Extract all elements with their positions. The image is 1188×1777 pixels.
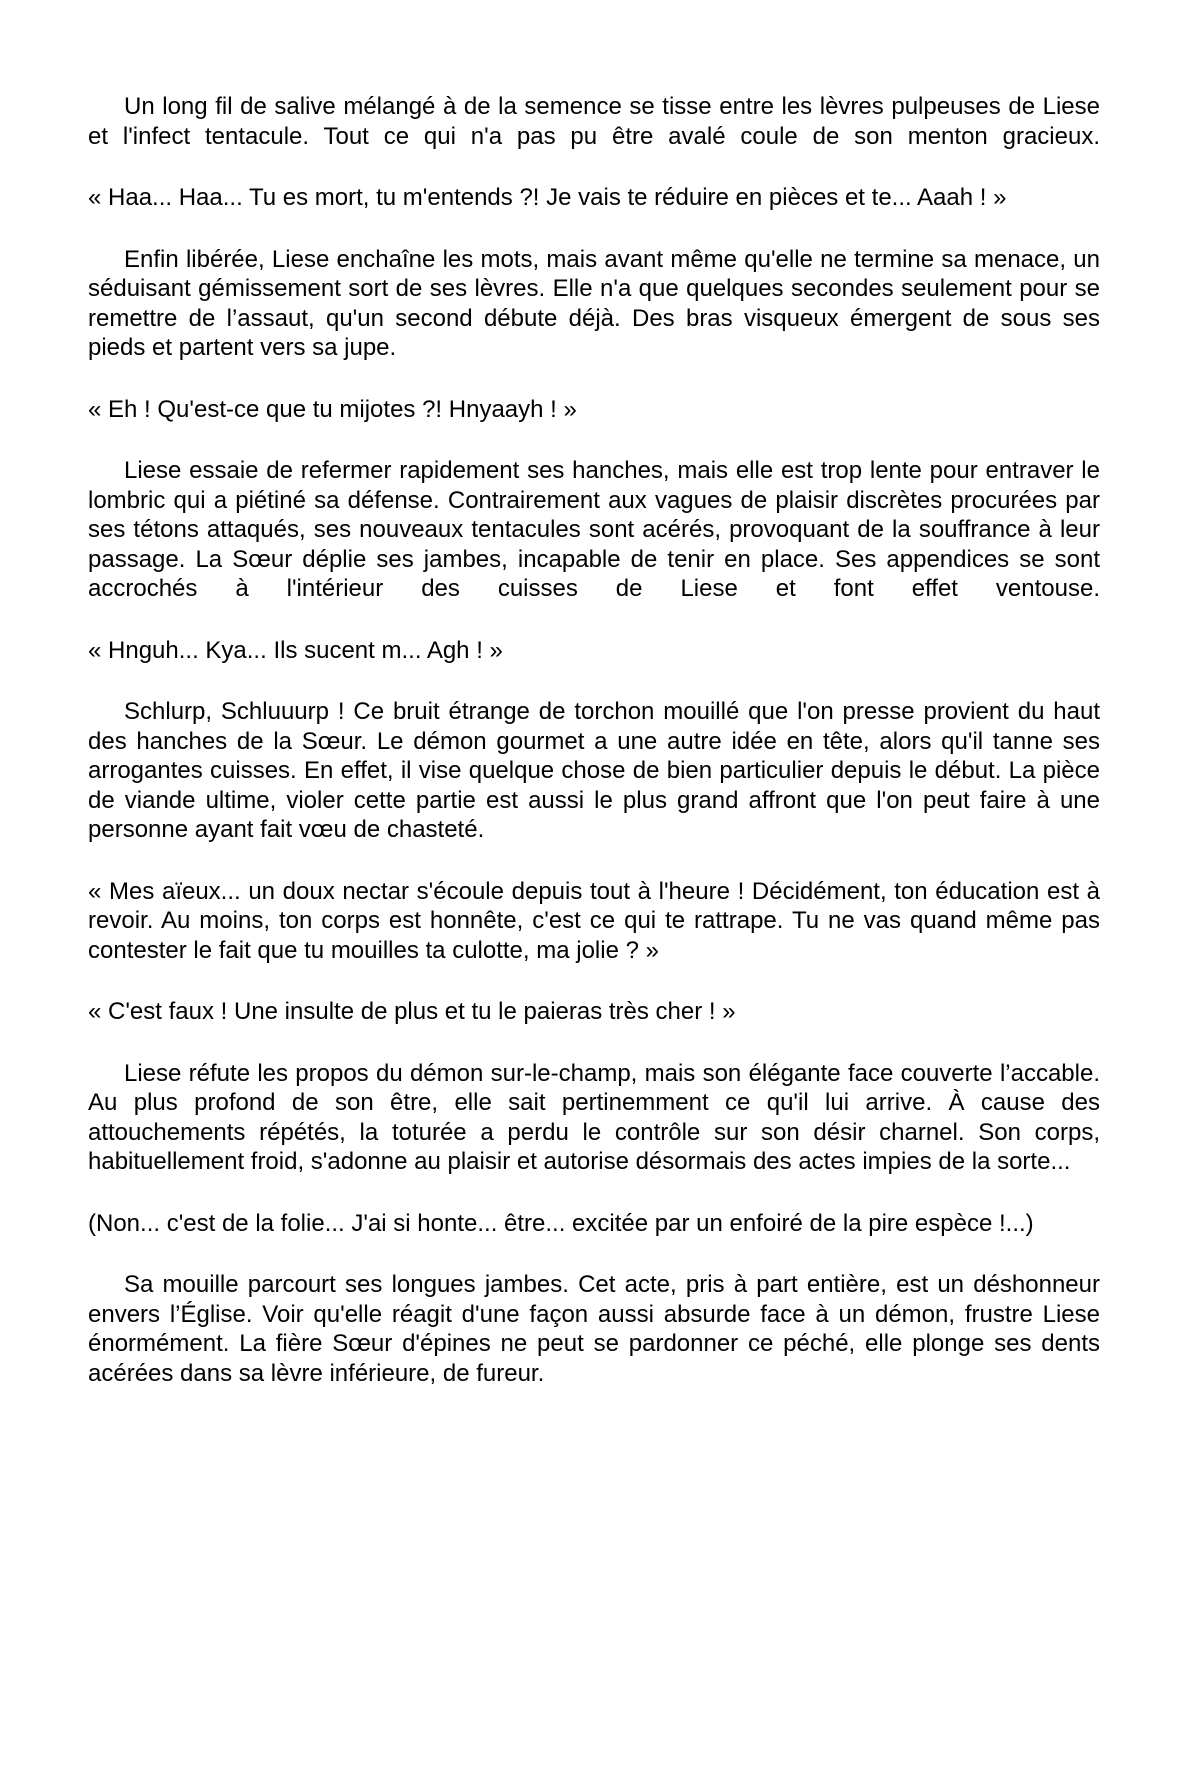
narration-paragraph-4: Schlurp, Schluuurp ! Ce bruit étrange de torchon mouillé que l'on presse provient du haut des hanches de la Sœur. Le démon gourmet a une autre idée en tête, alors qu'il tanne ses arrogantes cuisses. En effet, il vise quelque chose de bien particulier depuis le début. La pièce de viande ultime, violer cette partie est aussi le plus grand affront que l'on peut faire à une personne ayant fait vœu de chasteté. [88,698,1100,843]
dialogue-line-2: « Eh ! Qu'est-ce que tu mijotes ?! Hnyaayh ! » [88,395,577,423]
narration-paragraph-5: Liese réfute les propos du démon sur-le-champ, mais son élégante face couverte l’accable. Au plus profond de son être, elle sait pertinemment ce qu'il lui arrive. À cause des attouchements répétés, la toturée a perdu le contrôle sur son désir charnel. Son corps, habituellement froid, s'adonne au plaisir et autorise désormais des actes impies de la sorte... [88,1059,1100,1175]
narration-paragraph-3: Liese essaie de refermer rapidement ses hanches, mais elle est trop lente pour entraver le lombric qui a piétiné sa défense. Contrairement aux vagues de plaisir discrètes procurées par ses tétons attaqués, ses nouveaux tentacules sont acérés, provoquant de la souffrance à leur passage. La Sœur déplie ses jambes, incapable de tenir en place. Ses appendices se sont accrochés à l'intérieur des cuisses de Liese et font effet ventouse. [88,457,1100,602]
narration-paragraph-1: Un long fil de salive mélangé à de la semence se tisse entre les lèvres pulpeuses de Liese et l'infect tentacule. Tout ce qui n'a pas pu être avalé coule de son menton gracieux. [88,93,1100,150]
dialogue-line-1: « Haa... Haa... Tu es mort, tu m'entends ?! Je vais te réduire en pièces et te... Aaah ! » [88,184,1007,211]
dialogue-line-5: « C'est faux ! Une insulte de plus et tu le paieras très cher ! » [88,998,736,1025]
dialogue-line-3: « Hnguh... Kya... Ils sucent m... Agh ! » [88,636,503,664]
inner-thought-line: (Non... c'est de la folie... J'ai si honte... être... excitée par un enfoiré de la pire espèce !...) [88,1209,1034,1237]
dialogue-line-4: « Mes aïeux... un doux nectar s'écoule depuis tout à l'heure ! Décidément, ton éducation est à revoir. Au moins, ton corps est honnête, c'est ce qui te rattrape. Tu ne vas quand même pas contester le fait que tu mouilles ta culotte, ma jolie ? » [88,877,1100,964]
narration-paragraph-6: Sa mouille parcourt ses longues jambes. Cet acte, pris à part entière, est un déshonneur envers l’Église. Voir qu'elle réagit d'une façon aussi absurde face à un démon, frustre Liese énormément. La fière Sœur d'épines ne peut se pardonner ce péché, elle plonge ses dents acérées dans sa lèvre inférieure, de fureur. [88,1271,1100,1387]
narration-paragraph-2: Enfin libérée, Liese enchaîne les mots, mais avant même qu'elle ne termine sa menace, un séduisant gémissement sort de ses lèvres. Elle n'a que quelques secondes seulement pour se remettre de l’assaut, qu'un second débute déjà. Des bras visqueux émergent de sous ses pieds et partent vers sa jupe. [88,245,1100,361]
